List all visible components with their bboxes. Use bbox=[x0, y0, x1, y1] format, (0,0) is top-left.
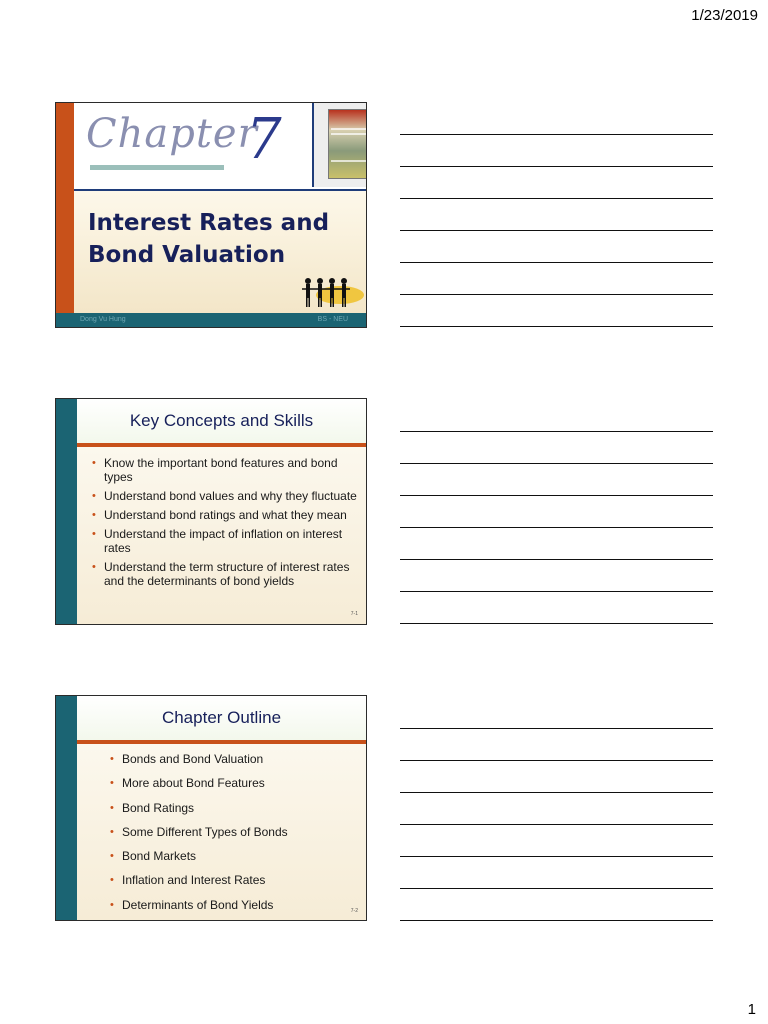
title-line-1: Interest Rates and bbox=[88, 210, 330, 236]
slide-title bbox=[88, 207, 348, 271]
slide-number: 7-1 bbox=[350, 611, 358, 617]
bullet-list bbox=[104, 456, 366, 593]
note-line bbox=[400, 262, 713, 263]
note-line bbox=[400, 230, 713, 231]
note-line bbox=[400, 431, 713, 432]
bullet-item: • Inflation and Interest Rates bbox=[122, 872, 362, 888]
bullet-item: • Some Different Types of Bonds bbox=[122, 824, 362, 840]
slide-number: 7-2 bbox=[350, 908, 358, 914]
note-line bbox=[400, 760, 713, 761]
bullet-item: • Know the important bond features and bond types bbox=[104, 456, 366, 484]
note-line bbox=[400, 326, 713, 327]
note-line bbox=[400, 527, 713, 528]
book-cover-image bbox=[312, 103, 367, 187]
people-clipart-icon bbox=[298, 275, 364, 309]
bullet-item: • Understand bond ratings and what they mean bbox=[104, 508, 366, 522]
note-line bbox=[400, 166, 713, 167]
bullet-item: • Determinants of Bond Yields bbox=[122, 897, 362, 913]
bullet-item: • More about Bond Features bbox=[122, 775, 362, 791]
title-line-2: Bond Valuation bbox=[88, 242, 286, 268]
note-line bbox=[400, 856, 713, 857]
note-line bbox=[400, 495, 713, 496]
chapter-number: 7 bbox=[246, 107, 282, 172]
note-line bbox=[400, 591, 713, 592]
chapter-underline bbox=[90, 165, 224, 170]
slide-header bbox=[77, 696, 366, 740]
note-line bbox=[400, 559, 713, 560]
header-rule bbox=[77, 443, 366, 447]
note-line bbox=[400, 888, 713, 889]
slide-thumbnail-3 bbox=[55, 695, 367, 921]
footer-institution: BS - NEU bbox=[317, 316, 348, 323]
bullet-list bbox=[122, 751, 362, 921]
note-line bbox=[400, 463, 713, 464]
bullet-item: • Understand bond values and why they fluctuate bbox=[104, 489, 366, 503]
note-line bbox=[400, 623, 713, 624]
slide-header bbox=[77, 399, 366, 443]
bullet-item: • Understand the impact of inflation on interest rates bbox=[104, 527, 366, 555]
bullet-item: • Bonds and Bond Valuation bbox=[122, 751, 362, 767]
slide-left-bar bbox=[56, 103, 74, 313]
slide-thumbnail-2 bbox=[55, 398, 367, 625]
slide-thumbnail-1 bbox=[55, 102, 367, 328]
note-line bbox=[400, 294, 713, 295]
chapter-word: Chapter bbox=[86, 111, 258, 157]
footer-author: Dong Vu Hung bbox=[80, 316, 126, 323]
slide-left-bar bbox=[56, 696, 77, 920]
note-line bbox=[400, 920, 713, 921]
bullet-item: • Understand the term structure of interest rates and the determinants of bond yields bbox=[104, 560, 366, 588]
slide-left-bar bbox=[56, 399, 77, 624]
note-line bbox=[400, 824, 713, 825]
chapter-header bbox=[74, 103, 367, 191]
bullet-item: • Bond Ratings bbox=[122, 800, 362, 816]
note-line bbox=[400, 198, 713, 199]
note-line bbox=[400, 134, 713, 135]
print-date: 1/23/2019 bbox=[691, 7, 758, 24]
note-line bbox=[400, 792, 713, 793]
slide-title-area bbox=[74, 191, 367, 313]
slide-title: Chapter Outline bbox=[161, 708, 282, 727]
note-line bbox=[400, 728, 713, 729]
slide-footer bbox=[56, 313, 367, 328]
bullet-item: • Bond Markets bbox=[122, 848, 362, 864]
header-rule bbox=[77, 740, 366, 744]
page-number: 1 bbox=[747, 1001, 756, 1018]
slide-title: Key Concepts and Skills bbox=[129, 411, 314, 430]
